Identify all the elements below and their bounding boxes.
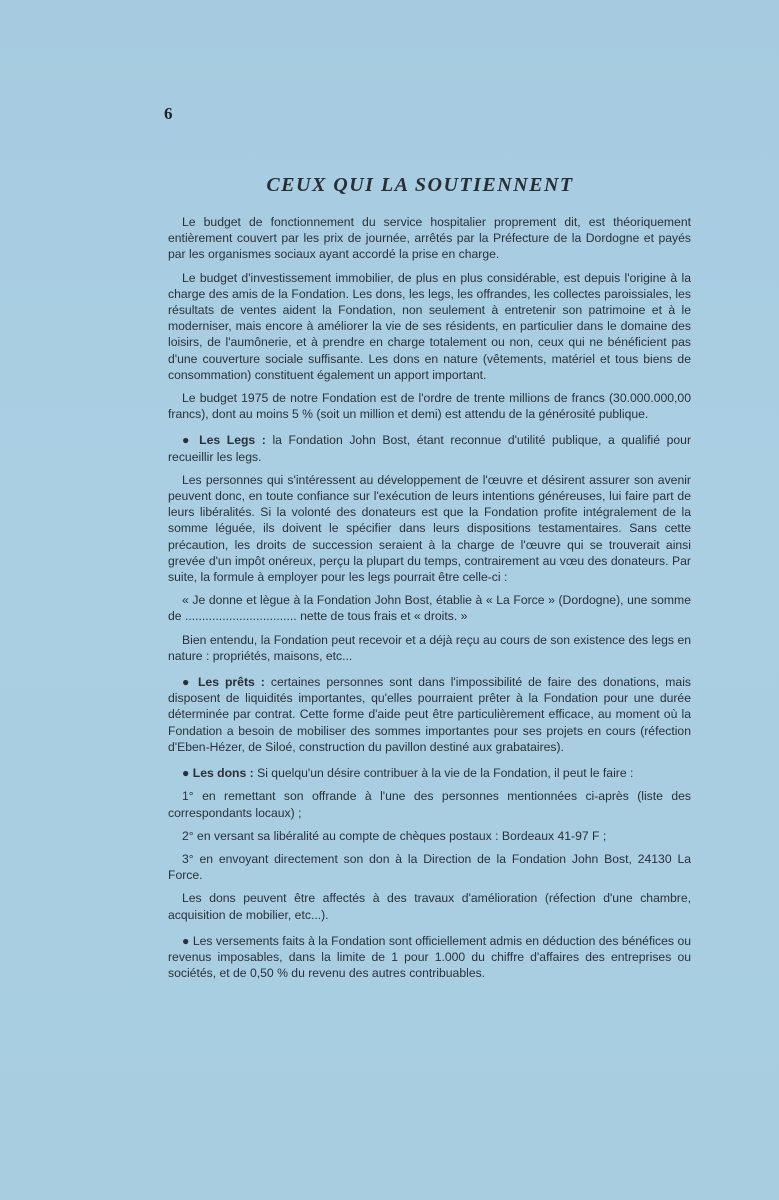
bullet-icon: ● bbox=[182, 766, 193, 781]
bullet-text: la Fondation John Bost, étant reconnue d'utilité publique, a qualifié pour recueillir les legs. bbox=[168, 433, 692, 464]
bullet-icon: ● bbox=[182, 933, 193, 948]
paragraph: Le budget 1975 de notre Fondation est de l'ordre de trente millions de francs (30.000.000,00 francs), dont au moins 5 % (soit un million et demi) est attendu de la générosité publique. bbox=[168, 391, 691, 422]
paragraph: « Je donne et lègue à la Fondation John Bost, établie à « La Force » (Dordogne), une somme de ................................. nette de tous frais et « droits. » bbox=[168, 593, 691, 624]
bullet-label: Les dons : bbox=[192, 766, 254, 781]
bullet-text: Si quelqu'un désire contribuer à la vie de la Fondation, il peut le faire : bbox=[253, 766, 634, 781]
paragraph: 3° en envoyant directement son don à la Direction de la Fondation John Bost, 24130 La Force. bbox=[168, 851, 691, 883]
page-number: 6 bbox=[164, 104, 173, 123]
bullet-text: Les versements faits à la Fondation sont officiellement admis en déduction des bénéfices ou revenus imposables, dans la limite de 1 pour 1.000 du chiffre d'affaires des entreprises ou sociétés, et de 0,50 % du revenu des autres contribuables. bbox=[168, 933, 691, 981]
bullet-text: certaines personnes sont dans l'impossibilité de faire des donations, mais disposent de liquidités importantes, qu'elles pourraient prêter à la Fondation pour une durée déterminée par contrat. Cette forme d'aide peut être particulièrement efficace, au moment où la Fondation a besoin de mobiliser des sommes importantes pour ses projets en cours (réfection d'Eben-Hézer, de Siloé, construction du pavillon destiné aux grabataires). bbox=[168, 675, 692, 754]
paragraph: Les dons peuvent être affectés à des travaux d'amélioration (réfection d'une chambre, acquisition de mobilier, etc...). bbox=[168, 891, 691, 922]
bullet-icon: ● bbox=[182, 675, 198, 690]
paragraph: Le budget d'investissement immobilier, de plus en plus considérable, est depuis l'origine à la charge des amis de la Fondation. Les dons, les legs, les offrandes, les collectes paroissiales, les résultats de ventes aident la Fondation, non seulement à entretenir son patrimoine et à le moderniser, mais encore à améliorer la vie de ses résidents, en particulier dans le domaine des loisirs, de l'aumônerie, et à prendre en charge totalement ou non, ceux qui ne bénéficient pas d'une couverture sociale suffisante. Les dons en nature (vêtements, matériel et tous biens de consommation) constituent également un apport important. bbox=[168, 270, 691, 382]
page-title: CEUX QUI LA SOUTIENNENT bbox=[266, 174, 574, 196]
body-text bbox=[168, 214, 691, 988]
paragraph: Le budget de fonctionnement du service hospitalier proprement dit, est théoriquement entièrement couvert par les prix de journée, arrêtés par la Préfecture de la Dordogne et payés par les organismes sociaux ayant accordé la prise en charge. bbox=[168, 215, 691, 262]
bullet-paragraph-versements bbox=[168, 933, 691, 982]
paragraph: 2° en versant sa libéralité au compte de chèques postaux : Bordeaux 41-97 F ; bbox=[182, 828, 607, 843]
paragraph: Bien entendu, la Fondation peut recevoir et a déjà reçu au cours de son existence des legs en nature : propriétés, maisons, etc... bbox=[168, 632, 691, 663]
paragraph: Les personnes qui s'intéressent au développement de l'œuvre et désirent assurer son avenir peuvent donc, en toute confiance sur l'exécution de leurs intentions généreuses, lui faire part de leurs libéralités. Si la volonté des donateurs est que la Fondation profite intégralement de la somme léguée, ils doivent le spécifier dans leurs dispositions testamentaires. Sans cette précaution, les droits de succession seraient à la charge de l'œuvre qui se trouverait ainsi grevée d'un impôt onéreux, perçu la plupart du temps, contrairement au vœu des donateurs. Par suite, la formule à employer pour les legs pourrait être celle-ci : bbox=[168, 472, 691, 585]
bullet-label: Les prêts : bbox=[197, 675, 265, 690]
bullet-label: Les Legs : bbox=[199, 433, 266, 448]
bullet-paragraph-prets bbox=[168, 674, 691, 755]
bullet-paragraph-dons bbox=[168, 765, 691, 781]
bullet-icon: ● bbox=[182, 433, 200, 448]
bullet-paragraph-legs bbox=[168, 432, 691, 464]
paragraph: 1° en remettant son offrande à l'une des personnes mentionnées ci-après (liste des correspondants locaux) ; bbox=[168, 789, 691, 820]
